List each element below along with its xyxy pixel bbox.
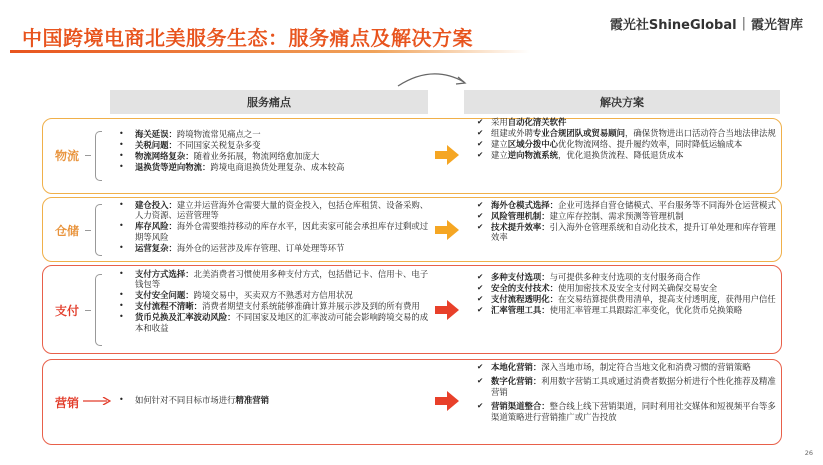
pain-item: • 物流网络复杂：随着业务拓展，物流网络愈加庞大 (115, 151, 435, 161)
row-label-warehousing: 仓储 (55, 224, 80, 238)
pain-list-warehousing (115, 200, 435, 254)
solution-item: ✔ 多种支付选项：与可提供多种支付选项的支付服务商合作 (475, 272, 779, 282)
pain-item: • 运营复杂：海外仓的运营涉及库存管理、订单处理等环节 (115, 243, 435, 253)
row-label-payment: 支付 (55, 304, 80, 318)
row-label-logistics: 物流 (55, 149, 80, 163)
solution-item: ✔ 风险管理机制：建立库存控制、需求预测等管理机制 (475, 211, 779, 221)
solutions-header: 解决方案 (464, 90, 780, 114)
solution-item: ✔ 数字化营销：利用数字营销工具或通过消费者数据分析进行个性化推荐及精准营销 (475, 376, 779, 397)
solution-list-marketing (475, 362, 779, 423)
pain-item: • 支付流程不清晰：消费者期望支付系统能够准确计算并展示涉及到的所有费用 (115, 301, 435, 311)
row-marketing (42, 359, 782, 445)
pain-item: • 货币兑换及汇率波动风险：不同国家及地区的汇率波动可能会影响跨境交易的成本和收益 (115, 312, 435, 333)
logo-think-tank: 霞光智库 (750, 18, 803, 33)
title-underline (10, 50, 530, 53)
pain-item: • 海关延误：跨境物流常见痛点之一 (115, 129, 435, 139)
solution-item: ✔ 技术提升效率：引入海外仓管理系统和自动化技术，提升订单处理和库存管理效率 (475, 222, 779, 243)
solution-list-warehousing (475, 200, 779, 243)
brace-line (85, 155, 91, 156)
pain-item: • 库存风险：海外仓需要维持移动的库存水平，因此卖家可能会承担库存过剩或过期等风险 (115, 221, 435, 242)
solution-item: ✔ 建立逆向物流系统，优化退换货流程、降低退货成本 (475, 150, 779, 160)
solution-item: ✔ 汇率管理工具：使用汇率管理工具跟踪汇率变化，优化货币兑换策略 (475, 305, 779, 315)
solution-item: ✔ 安全的支付技术：使用加密技术及安全支付网关确保交易安全 (475, 283, 779, 293)
brace (95, 131, 102, 181)
arrow-right-icon (435, 220, 459, 240)
solution-item: ✔ 本地化营销：深入当地市场，制定符合当地文化和消费习惯的营销策略 (475, 362, 779, 372)
brace (95, 274, 102, 346)
row-label-marketing: 营销 (55, 396, 80, 410)
arrow-right-icon (435, 145, 459, 165)
row-payment (42, 265, 782, 354)
brand-logo (610, 14, 803, 33)
pain-item: • 建仓投入：建立并运营海外仓需要大量的资金投入，包括仓库租赁、设备采购、人力资源、运营管理等 (115, 200, 435, 221)
row-logistics (42, 118, 782, 194)
brace-line (85, 310, 91, 311)
solution-list-payment (475, 272, 779, 316)
pain-item: • 支付安全问题：跨境交易中，买卖双方不熟悉对方信用状况 (115, 290, 435, 300)
pain-list-logistics (115, 129, 435, 173)
pain-list-payment (115, 269, 435, 333)
solution-item: ✔ 支付流程透明化：在交易结算提供费用清单，提高支付透明度，获得用户信任 (475, 294, 779, 304)
solution-item: ✔ 营销渠道整合：整合线上线下营销渠道，同时利用社交媒体和短视频平台等多渠道策略进行营销推广或广告投放 (475, 401, 779, 422)
curved-arrow-icon (392, 68, 472, 90)
brace (95, 204, 102, 256)
row-warehousing (42, 197, 782, 262)
arrow-right-icon (83, 397, 111, 405)
solution-item: ✔ 建立区域分拨中心优化物流网络、提升履约效率，同时降低运输成本 (475, 139, 779, 149)
arrow-right-icon (435, 391, 459, 411)
solution-item: ✔ 海外仓模式选择：企业可选择自营仓储模式、平台服务等不同海外仓运营模式 (475, 200, 779, 210)
logo-separator: | (741, 16, 746, 31)
arrow-right-icon (435, 300, 459, 320)
page-title: 中国跨境电商北美服务生态：服务痛点及解决方案 (22, 26, 473, 50)
solution-item: ✔ 组建或外聘专业合规团队或贸易顾问，确保货物进出口活动符合当地法律法规 (475, 128, 779, 138)
solution-item: ✔ 采用自动化清关软件 (475, 117, 779, 127)
pain-item: • 如何针对不同目标市场进行精准营销 (115, 395, 435, 405)
page-number: 26 (804, 449, 813, 457)
pain-item: • 支付方式选择：北美消费者习惯使用多种支付方式，包括借记卡、信用卡、电子钱包等 (115, 269, 435, 290)
brace-line (85, 230, 91, 231)
solution-list-logistics (475, 117, 779, 161)
pain-item: • 退换货等逆向物流：跨境电商退换货处理复杂、成本较高 (115, 162, 435, 172)
pain-item: • 关税问题：不同国家关税复杂多变 (115, 140, 435, 150)
pain-list-marketing (115, 395, 435, 406)
logo-shineglobal: 霞光社ShineGlobal (609, 18, 737, 33)
pain-points-header: 服务痛点 (110, 90, 428, 114)
